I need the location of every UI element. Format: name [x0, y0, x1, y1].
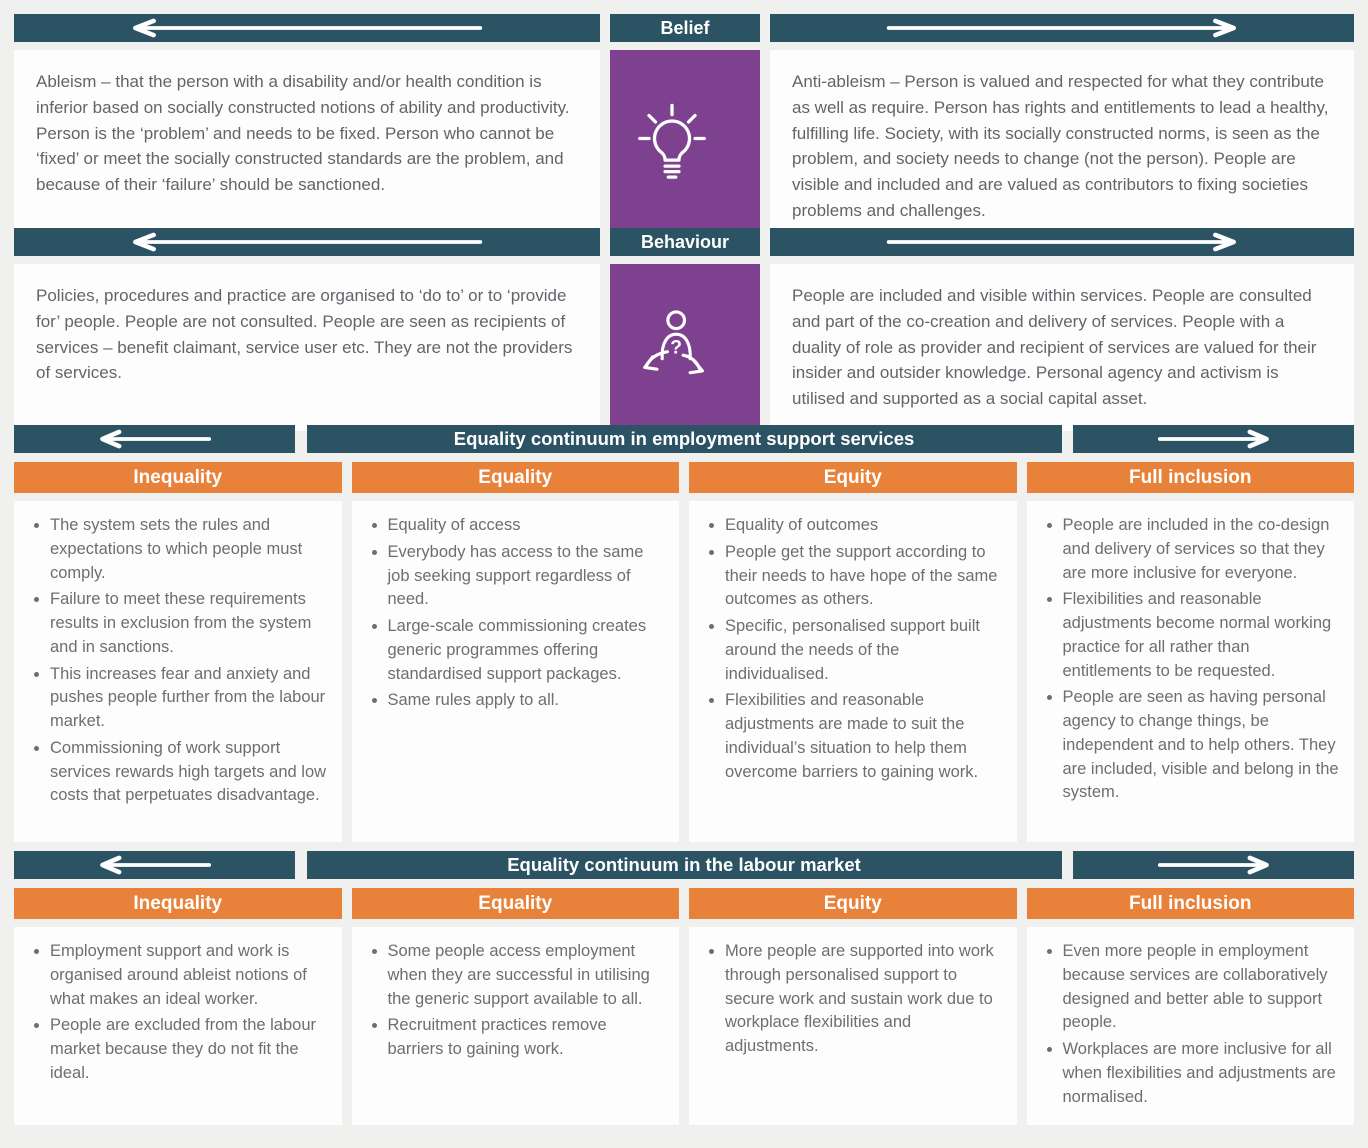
services-column-inequality: [14, 462, 342, 842]
ableism-behaviour-text: Policies, procedures and practice are organised to ‘do to’ or to ‘provide for’ people. People are not consulted. People are seen as recipients of services – benefit claimant, service user etc. They are not the providers of services.: [14, 264, 600, 431]
labour-column-inequality: [14, 888, 342, 1125]
bullet-item: • People get the support according to their needs to have hope of the same outcomes as others.: [725, 541, 1003, 612]
bullet-item: • Workplaces are more inclusive for all when flexibilities and adjustments are normalised.: [1063, 1038, 1341, 1109]
labour-equity-list: [689, 927, 1017, 1125]
left-arrow-icon: [87, 18, 527, 38]
bullet-item: • Specific, personalised support built around the needs of the individualised.: [725, 615, 1003, 686]
behaviour-label: Behaviour: [610, 228, 760, 256]
labour-full-inclusion-list: [1027, 927, 1355, 1125]
services-inequality-list: [14, 501, 342, 842]
continuum-labour-section: [14, 851, 1354, 1125]
left-arrow-icon: [80, 855, 230, 875]
column-header-inequality: Inequality: [14, 462, 342, 493]
continuum-services-columns: [14, 462, 1354, 842]
bullet-item: • Flexibilities and reasonable adjustments are made to suit the individual’s situation to help them overcome barriers to gaining work.: [725, 689, 1003, 784]
bullet-item: • Same rules apply to all.: [388, 689, 666, 713]
column-header-equity: Equity: [689, 888, 1017, 919]
continuum-labour-columns: [14, 888, 1354, 1125]
ableism-belief-text: Ableism – that the person with a disability and/or health condition is inferior based on socially constructed notions of ability and productivity. Person is the ‘problem’ and needs to be fixed. Person who cannot be ‘fixed’ or meet the socially constructed standards are the problem, and because of their ‘failure’ should be sanctioned.: [14, 50, 600, 243]
bullet-item: • Equality of outcomes: [725, 514, 1003, 538]
anti-ableism-direction-bar: [770, 228, 1354, 256]
anti-ableism-behaviour-text: People are included and visible within services. People are consulted and part of the co-creation and delivery of services. People with a duality of role as provider and recipient of services are valued for their insider and outsider knowledge. Personal agency and activism is utilised and supported as a social capital asset.: [770, 264, 1354, 431]
anti-ableism-belief-text: Anti-ableism – Person is valued and respected for what they contribute as well as require. Person has rights and entitlements to lead a healthy, fulfilling life. Society, with its socially constructed norms, is seen as the problem, and society needs to change (not the person). People are visible and included and are valued as contributors to fixing societies problems and challenges.: [770, 50, 1354, 243]
bullet-item: • More people are supported into work through personalised support to secure work and sustain work due to workplace flexibilities and adjustments.: [725, 940, 1003, 1059]
bullet-item: • Everybody has access to the same job seeking support regardless of need.: [388, 541, 666, 612]
column-header-full-inclusion: Full inclusion: [1027, 888, 1355, 919]
labour-column-full-inclusion: [1027, 888, 1355, 1125]
continuum-services-header: [14, 425, 1354, 453]
bullet-item: • This increases fear and anxiety and pushes people further from the labour market.: [50, 663, 328, 734]
inequality-direction-bar: [14, 425, 295, 453]
right-arrow-icon: [842, 232, 1282, 252]
inequality-direction-bar: [14, 851, 295, 879]
inclusion-direction-bar: [1073, 851, 1354, 879]
right-arrow-icon: [842, 18, 1282, 38]
belief-header-row: [14, 14, 1354, 42]
bullet-item: • Failure to meet these requirements results in exclusion from the system and in sanctions.: [50, 588, 328, 659]
labour-inequality-list: [14, 927, 342, 1125]
bullet-item: • Commissioning of work support services rewards high targets and low costs that perpetuates disadvantage.: [50, 737, 328, 808]
bullet-item: • People are excluded from the labour market because they do not fit the ideal.: [50, 1014, 328, 1085]
behaviour-content-row: [14, 264, 1354, 412]
services-equity-list: [689, 501, 1017, 842]
right-arrow-icon: [1139, 429, 1289, 449]
bullet-item: • Flexibilities and reasonable adjustments become normal working practice for all rather than entitlements to be requested.: [1063, 588, 1341, 683]
ableism-direction-bar: [14, 228, 600, 256]
continuum-labour-header: [14, 851, 1354, 879]
column-header-inequality: Inequality: [14, 888, 342, 919]
bullet-item: • Recruitment practices remove barriers to gaining work.: [388, 1014, 666, 1062]
services-column-full-inclusion: [1027, 462, 1355, 842]
column-header-full-inclusion: Full inclusion: [1027, 462, 1355, 493]
labour-equality-list: [352, 927, 680, 1125]
labour-column-equality: [352, 888, 680, 1125]
bullet-item: • Some people access employment when they are successful in utilising the generic support available to all.: [388, 940, 666, 1011]
svg-text:?: ?: [670, 337, 683, 359]
belief-content-row: [14, 50, 1354, 221]
column-header-equity: Equity: [689, 462, 1017, 493]
labour-column-equity: [689, 888, 1017, 1125]
bullet-item: • People are included in the co-design and delivery of services so that they are more inclusive for everyone.: [1063, 514, 1341, 585]
services-equality-list: [352, 501, 680, 842]
continuum-services-section: [14, 425, 1354, 842]
ableism-direction-bar: [14, 14, 600, 42]
bullet-item: • People are seen as having personal agency to change things, be independent and to help others. They are included, visible and belong in the system.: [1063, 686, 1341, 805]
behaviour-header-row: [14, 228, 1354, 256]
behaviour-icon-box: [610, 264, 760, 431]
continuum-labour-title: Equality continuum in the labour market: [307, 851, 1062, 879]
right-arrow-icon: [1139, 855, 1289, 875]
belief-label: Belief: [610, 14, 760, 42]
lightbulb-icon: [626, 98, 744, 195]
continuum-services-title: Equality continuum in employment support services: [307, 425, 1062, 453]
services-column-equality: [352, 462, 680, 842]
left-arrow-icon: [87, 232, 527, 252]
column-header-equality: Equality: [352, 888, 680, 919]
decision-person-icon: [629, 301, 741, 393]
anti-ableism-direction-bar: [770, 14, 1354, 42]
bullet-item: • The system sets the rules and expectations to which people must comply.: [50, 514, 328, 585]
bullet-item: • Equality of access: [388, 514, 666, 538]
bullet-item: • Even more people in employment because services are collaboratively designed and better able to support people.: [1063, 940, 1341, 1035]
belief-icon-box: [610, 50, 760, 243]
inclusion-direction-bar: [1073, 425, 1354, 453]
column-header-equality: Equality: [352, 462, 680, 493]
bullet-item: • Large-scale commissioning creates generic programmes offering standardised support packages.: [388, 615, 666, 686]
services-column-equity: [689, 462, 1017, 842]
bullet-item: • Employment support and work is organised around ableist notions of what makes an ideal worker.: [50, 940, 328, 1011]
left-arrow-icon: [80, 429, 230, 449]
services-full-inclusion-list: [1027, 501, 1355, 842]
